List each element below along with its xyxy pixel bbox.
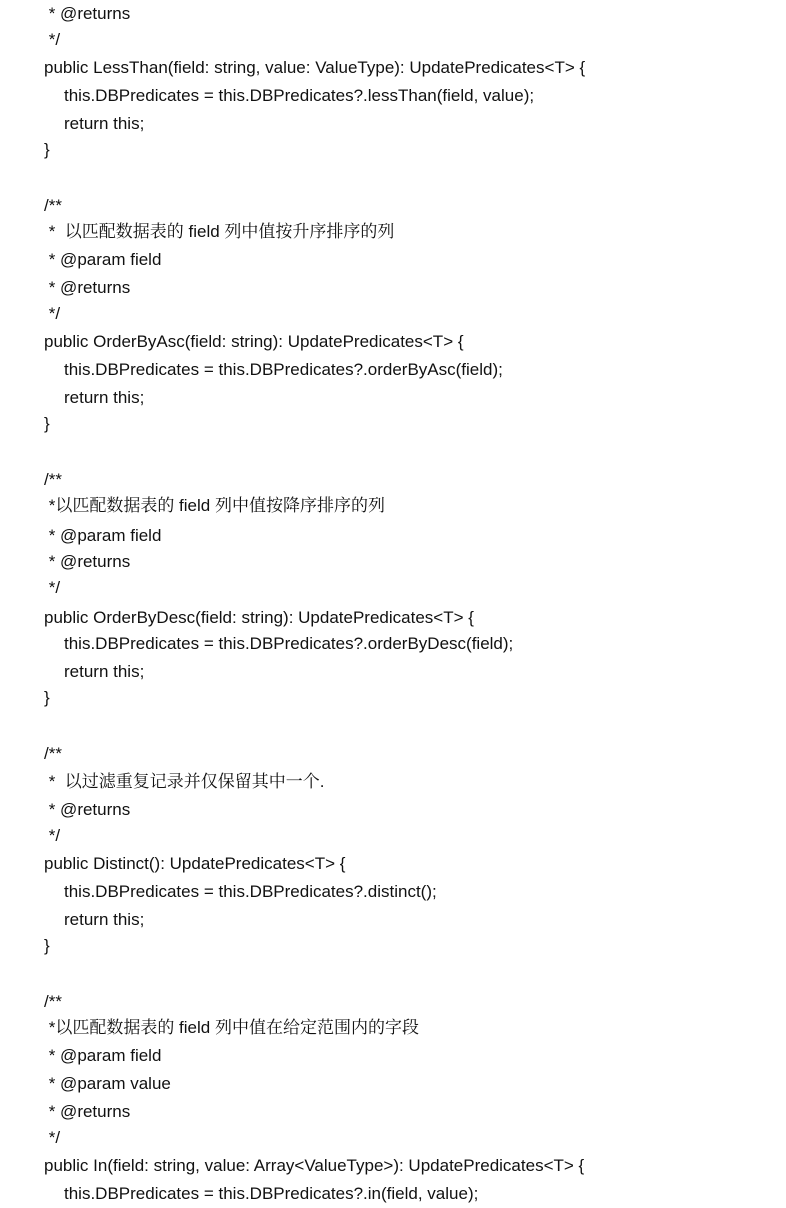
code-line: */: [44, 30, 61, 49]
code-line: public OrderByAsc(field: string): UpdatePredicates<T> {: [44, 332, 464, 351]
code-line: * @returns: [44, 1102, 131, 1121]
code-line: this.DBPredicates = this.DBPredicates?.distinct();: [64, 882, 437, 901]
code-line: public LessThan(field: string, value: ValueType): UpdatePredicates<T> {: [44, 58, 586, 77]
code-line: return this;: [64, 388, 145, 407]
code-line: /**: [44, 744, 62, 763]
code-line: * @returns: [44, 552, 131, 571]
code-line: * @param value: [44, 1074, 171, 1093]
code-line: * @param field: [44, 250, 162, 269]
code-line: this.DBPredicates = this.DBPredicates?.orderByDesc(field);: [64, 634, 514, 653]
code-line: * @param field: [44, 1046, 162, 1065]
code-line: }: [44, 936, 50, 955]
code-line: public In(field: string, value: Array<ValueType>): UpdatePredicates<T> {: [44, 1156, 585, 1175]
code-line: * @param field: [44, 526, 162, 545]
code-line: public Distinct(): UpdatePredicates<T> {: [44, 854, 346, 873]
code-line: /**: [44, 470, 62, 489]
code-line: return this;: [64, 910, 145, 929]
code-line: /**: [44, 196, 62, 215]
code-line: */: [44, 578, 61, 597]
code-line: return this;: [64, 662, 145, 681]
code-line: }: [44, 140, 50, 159]
code-line: * @returns: [44, 278, 131, 297]
code-line: */: [44, 304, 61, 323]
code-line: /**: [44, 992, 62, 1011]
code-line: *以匹配数据表的 field 列中值在给定范围内的字段: [44, 1018, 419, 1037]
code-line: * @returns: [44, 4, 131, 23]
code-line: * 以过滤重复记录并仅保留其中一个.: [44, 772, 325, 791]
code-line: return this;: [64, 114, 145, 133]
code-line: */: [44, 826, 61, 845]
code-line: this.DBPredicates = this.DBPredicates?.lessThan(field, value);: [64, 86, 535, 105]
code-line: * 以匹配数据表的 field 列中值按升序排序的列: [44, 222, 395, 241]
code-line: }: [44, 688, 50, 707]
code-line: public OrderByDesc(field: string): UpdatePredicates<T> {: [44, 608, 474, 627]
code-line: *以匹配数据表的 field 列中值按降序排序的列: [44, 496, 385, 515]
code-line: this.DBPredicates = this.DBPredicates?.orderByAsc(field);: [64, 360, 503, 379]
code-line: * @returns: [44, 800, 131, 819]
code-line: this.DBPredicates = this.DBPredicates?.in(field, value);: [64, 1184, 479, 1203]
code-line: */: [44, 1128, 61, 1147]
code-line: }: [44, 414, 50, 433]
